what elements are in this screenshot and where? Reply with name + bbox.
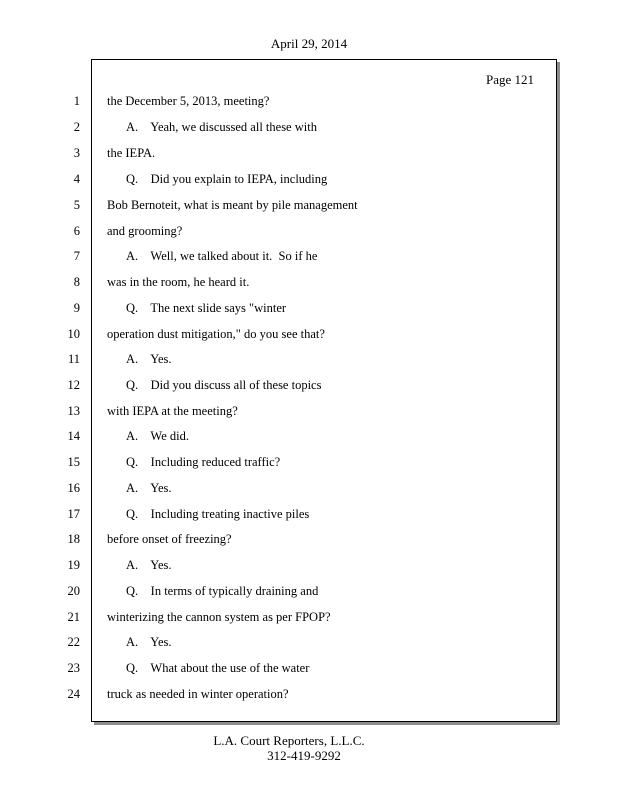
- line-number: 2: [73, 120, 80, 134]
- transcript-line: was in the room, he heard it.: [107, 275, 250, 289]
- transcript-line: Q. In terms of typically draining and: [126, 584, 319, 598]
- transcript-line: A. Yes.: [126, 481, 172, 495]
- line-number: 16: [67, 481, 80, 495]
- transcript-line: with IEPA at the meeting?: [107, 404, 238, 418]
- transcript-line: A. Yeah, we discussed all these with: [126, 120, 317, 134]
- line-number: 24: [67, 687, 80, 701]
- line-number: 23: [67, 661, 80, 675]
- line-number: 4: [73, 172, 80, 186]
- line-number: 21: [67, 610, 80, 624]
- line-number: 1: [73, 94, 80, 108]
- line-number: 8: [73, 275, 80, 289]
- transcript-line: truck as needed in winter operation?: [107, 687, 289, 701]
- line-number: 7: [73, 249, 80, 263]
- header-date: April 29, 2014: [270, 36, 348, 51]
- line-number: 13: [67, 404, 80, 418]
- page-number: Page 121: [485, 72, 534, 87]
- transcript-line: A. Yes.: [126, 635, 172, 649]
- transcript-line: Q. What about the use of the water: [126, 661, 310, 675]
- line-number: 3: [73, 146, 80, 160]
- transcript-line: the IEPA.: [107, 146, 156, 160]
- transcript-line: Q. Did you discuss all of these topics: [126, 378, 322, 392]
- transcript-line: A. Yes.: [126, 558, 172, 572]
- transcript-line: Bob Bernoteit, what is meant by pile management: [107, 198, 358, 212]
- line-number: 15: [67, 455, 80, 469]
- footer-company: L.A. Court Reporters, L.L.C.: [213, 733, 365, 748]
- transcript-line: Q. The next slide says "winter: [126, 301, 287, 315]
- transcript-line: Q. Including reduced traffic?: [126, 455, 281, 469]
- transcript-line: A. Yes.: [126, 352, 172, 366]
- transcript-line: Q. Did you explain to IEPA, including: [126, 172, 328, 186]
- transcript-line: A. We did.: [126, 429, 189, 443]
- line-number: 17: [67, 507, 80, 521]
- transcript-line: A. Well, we talked about it. So if he: [126, 249, 318, 263]
- line-number: 20: [67, 584, 80, 598]
- line-number: 9: [73, 301, 80, 315]
- line-number: 6: [73, 224, 80, 238]
- transcript-line: operation dust mitigation," do you see that?: [107, 327, 325, 341]
- line-number: 12: [67, 378, 80, 392]
- transcript-line: and grooming?: [107, 224, 183, 238]
- footer-phone: 312-419-9292: [267, 748, 341, 763]
- transcript-line: Q. Including treating inactive piles: [126, 507, 310, 521]
- line-number: 22: [67, 635, 80, 649]
- line-number: 11: [67, 352, 80, 366]
- transcript-line: winterizing the cannon system as per FPOP?: [107, 610, 331, 624]
- line-number: 19: [67, 558, 80, 572]
- line-number: 10: [67, 327, 80, 341]
- transcript-line: before onset of freezing?: [107, 532, 232, 546]
- transcript-line: the December 5, 2013, meeting?: [107, 94, 270, 108]
- line-number: 14: [67, 429, 80, 443]
- line-number: 5: [73, 198, 80, 212]
- line-number: 18: [67, 532, 80, 546]
